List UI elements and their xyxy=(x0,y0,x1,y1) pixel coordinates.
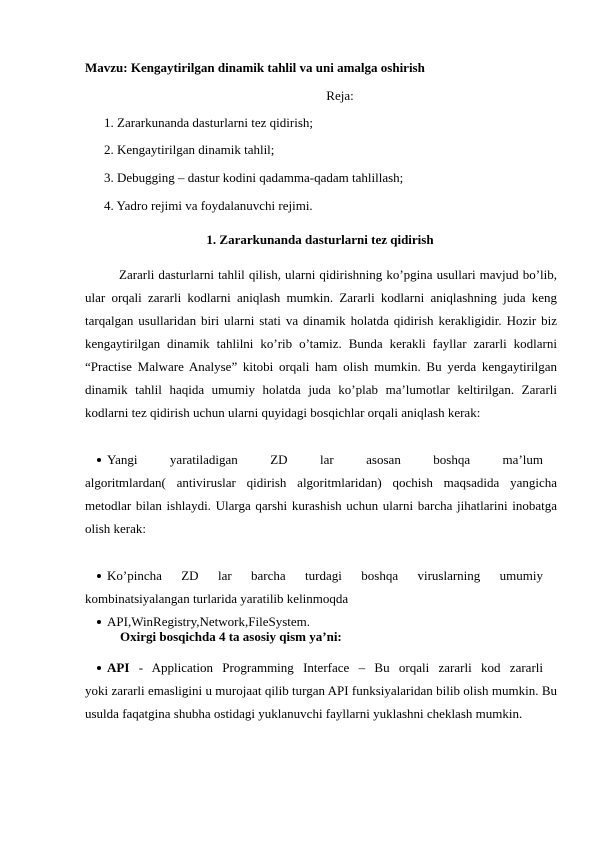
bullet-dot xyxy=(97,458,101,462)
plan-heading: Reja: xyxy=(326,88,354,103)
plan-item-3: 3. Debugging – dastur kodini qadamma-qadam tahlillash; xyxy=(104,170,404,185)
bullet-item-4 xyxy=(85,656,557,679)
paragraph-intro: Zararli dasturlarni tahlil qilish, ularni qidirishning ko’pgina usullari mavjud bo’lib, ular orqali zararli kodlarni aniqlash mumkin. Zararli kodlarni aniqlashning juda keng tarqalgan usullaridan biri ularni stati va dinamik holatda qidirish kerakligidir. Hozir biz kengaytirilgan dinamik tahlilni ko’rib o’tamiz. Bunda kerakli fayllar zararli kodlarni “Practise Malware Analyse” kitobi orqali ham olish mumkin. Bu yerda kengaytirilgan dinamik tahlil haqida umumiy holatda juda ko’plab ma’lumotlar keltirilgan. Zararli kodlarni tez qidirish uchun ularni quyidagi bosqichlar orqali aniqlash kerak: xyxy=(85,267,557,420)
bullet-dot xyxy=(97,620,101,624)
bullet-4-first-text: - Application Programming Interface – Bu orqali zararli kod zararli xyxy=(138,660,543,675)
bullet-4-first-line xyxy=(107,656,543,679)
bullet-2-first-line: Ko’pincha ZD lar barcha turdagi boshqa viruslarning umumiy xyxy=(107,568,543,583)
bullet-item-1 xyxy=(85,448,557,471)
plan-item-1: 1. Zararkunanda dasturlarni tez qidirish; xyxy=(104,115,314,130)
bullet-1-first-line: Yangi yaratiladigan ZD lar asosan boshqa ma’lum xyxy=(107,452,543,467)
bullet-dot xyxy=(97,574,101,578)
api-label: API xyxy=(107,660,130,675)
document-title: Mavzu: Kengaytirilgan dinamik tahlil va uni amalga oshirish xyxy=(85,60,425,75)
bullet-3-text: API,WinRegistry,Network,FileSystem. xyxy=(107,614,311,629)
bullet-4-continuation: yoki zararli emasligini u murojaat qilib turgan API funksiyalaridan bilib olish mumkin. Bu usulda faqatgina shubha ostidagi yuklanuvchi fayllarni yuklashni cheklash mumkin. xyxy=(85,683,557,721)
bullet-2-continuation: kombinatsiyalangan turlarida yaratilib kelinmoqda xyxy=(85,591,349,606)
bullet-1-continuation: algoritmlardan( antiviruslar qidirish algoritmlaridan) qochish maqsadida yangicha metodlar bilan ishlaydi. Ularga qarshi kurashish uchun ularni barcha jihatlarini inobatga olish kerak: xyxy=(85,475,557,536)
plan-item-4: 4. Yadro rejimi va foydalanuvchi rejimi. xyxy=(104,198,313,213)
plan-item-2: 2. Kengaytirilgan dinamik tahlil; xyxy=(104,142,275,157)
bullet-item-2 xyxy=(85,564,557,587)
bullet-dot xyxy=(97,666,101,670)
section-title: 1. Zararkunanda dasturlarni tez qidirish xyxy=(206,232,434,247)
subheading: Oxirgi bosqichda 4 ta asosiy qism ya’ni: xyxy=(120,629,342,644)
